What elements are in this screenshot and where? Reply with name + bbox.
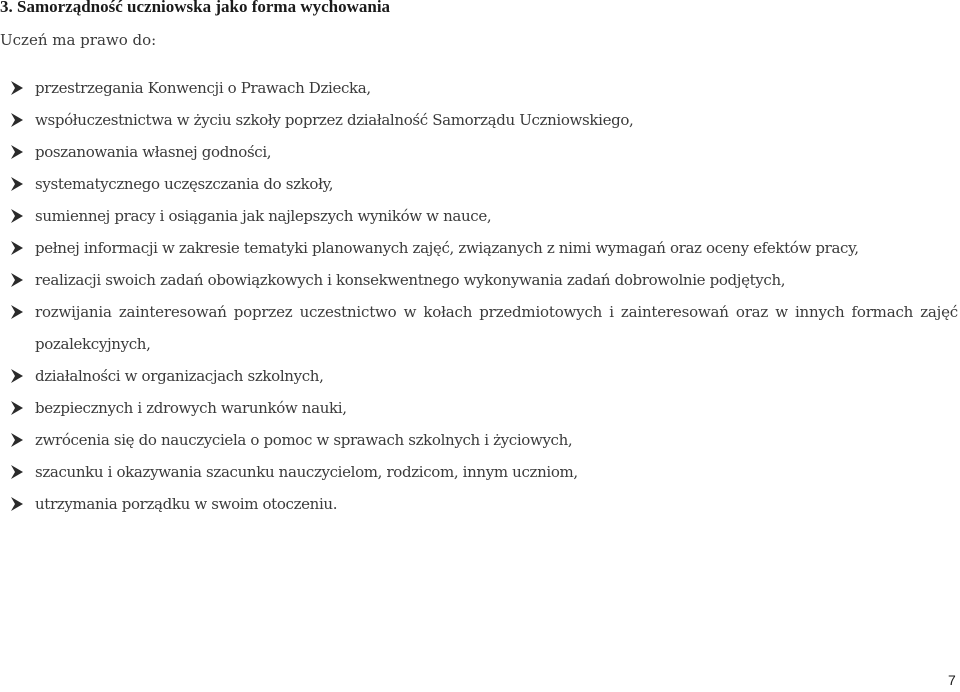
arrowhead-bullet-icon — [10, 176, 24, 192]
list-item — [0, 109, 960, 133]
list-item-text: działalności w organizacjach szkolnych, — [35, 367, 324, 385]
list-item-continuation — [0, 333, 960, 357]
list-item — [0, 429, 960, 453]
arrowhead-bullet-icon — [10, 496, 24, 512]
page-number: 7 — [948, 672, 956, 688]
list-item-text: bezpiecznych i zdrowych warunków nauki, — [35, 399, 347, 417]
list-item — [0, 461, 960, 485]
list-item — [0, 397, 960, 421]
arrowhead-bullet-icon — [10, 80, 24, 96]
list-item-text: zwrócenia się do nauczyciela o pomoc w sprawach szkolnych i życiowych, — [35, 431, 573, 449]
list-item — [0, 493, 960, 517]
list-item — [0, 237, 960, 261]
list-item-text: pełnej informacji w zakresie tematyki planowanych zajęć, związanych z nimi wymagań oraz oceny efektów pracy, — [35, 239, 859, 257]
list-item-text: poszanowania własnej godności, — [35, 143, 272, 161]
arrowhead-bullet-icon — [10, 144, 24, 160]
list-item-text: systematycznego uczęszczania do szkoły, — [35, 175, 334, 193]
list-item — [0, 301, 960, 325]
list-item — [0, 205, 960, 229]
arrowhead-bullet-icon — [10, 464, 24, 480]
arrowhead-bullet-icon — [10, 304, 24, 320]
intro-text: Uczeń ma prawo do: — [0, 31, 157, 49]
arrowhead-bullet-icon — [10, 432, 24, 448]
list-item — [0, 173, 960, 197]
arrowhead-bullet-icon — [10, 272, 24, 288]
list-item — [0, 365, 960, 389]
list-item-text: szacunku i okazywania szacunku nauczycielom, rodzicom, innym uczniom, — [35, 463, 578, 481]
section-heading: 3. Samorządność uczniowska jako forma wychowania — [0, 0, 391, 16]
list-item-text: sumiennej pracy i osiągania jak najlepszych wyników w nauce, — [35, 207, 492, 225]
list-item — [0, 77, 960, 101]
arrowhead-bullet-icon — [10, 240, 24, 256]
list-item-text-continuation: pozalekcyjnych, — [35, 335, 151, 353]
list-item-text: rozwijania zainteresowań poprzez uczestnictwo w kołach przedmiotowych i zainteresowań oraz w innych formach zajęć — [35, 303, 958, 321]
arrowhead-bullet-icon — [10, 400, 24, 416]
list-item — [0, 269, 960, 293]
arrowhead-bullet-icon — [10, 368, 24, 384]
list-item-text: realizacji swoich zadań obowiązkowych i konsekwentnego wykonywania zadań dobrowolnie podjętych, — [35, 271, 786, 289]
list-item-text: przestrzegania Konwencji o Prawach Dziecka, — [35, 79, 371, 97]
list-item — [0, 141, 960, 165]
arrowhead-bullet-icon — [10, 112, 24, 128]
arrowhead-bullet-icon — [10, 208, 24, 224]
list-item-text: utrzymania porządku w swoim otoczeniu. — [35, 495, 338, 513]
list-item-text: współuczestnictwa w życiu szkoły poprzez działalność Samorządu Uczniowskiego, — [35, 111, 634, 129]
